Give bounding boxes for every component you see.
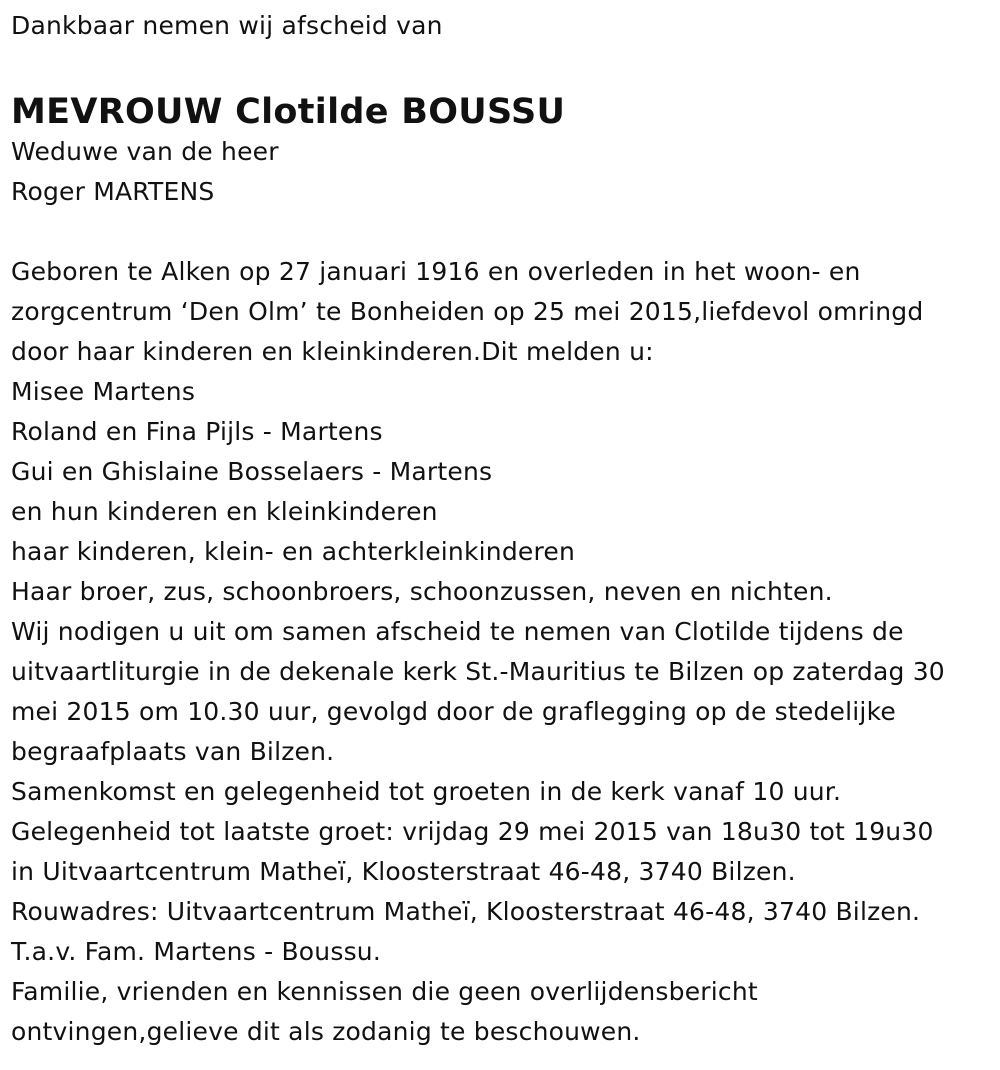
body-line: haar kinderen, klein- en achterkleinkinderen — [11, 537, 576, 566]
deceased-name: MEVROUW Clotilde BOUSSU — [11, 92, 566, 132]
body-line: Geboren te Alken op 27 januari 1916 en overleden in het woon- en — [11, 257, 861, 286]
body-line: in Uitvaartcentrum Matheï, Kloosterstraat 46-48, 3740 Bilzen. — [11, 857, 796, 886]
paragraph-spacer — [11, 212, 1000, 252]
body-line: Haar broer, zus, schoonbroers, schoonzussen, neven en nichten. — [11, 577, 833, 606]
subtitle-block — [11, 132, 1000, 212]
body-line: Misee Martens — [11, 377, 196, 406]
body-line: Roland en Fina Pijls - Martens — [11, 417, 383, 446]
body-line: en hun kinderen en kleinkinderen — [11, 497, 438, 526]
body-line: Wij nodigen u uit om samen afscheid te nemen van Clotilde tijdens de — [11, 617, 904, 646]
subtitle-line: Weduwe van de heer — [11, 137, 279, 166]
body-line: Samenkomst en gelegenheid tot groeten in de kerk vanaf 10 uur. — [11, 777, 842, 806]
body-line: Familie, vrienden en kennissen die geen overlijdensbericht — [11, 977, 758, 1006]
body-line: ontvingen,gelieve dit als zodanig te beschouwen. — [11, 1017, 641, 1046]
body-line: Rouwadres: Uitvaartcentrum Matheï, Kloosterstraat 46-48, 3740 Bilzen. — [11, 897, 921, 926]
body-line: mei 2015 om 10.30 uur, gevolgd door de graflegging op de stedelijke — [11, 697, 896, 726]
body-line: Gui en Ghislaine Bosselaers - Martens — [11, 457, 493, 486]
notice-body — [11, 252, 1000, 1052]
body-line: uitvaartliturgie in de dekenale kerk St.-Mauritius te Bilzen op zaterdag 30 — [11, 657, 945, 686]
intro-text: Dankbaar nemen wij afscheid van — [11, 11, 443, 40]
body-line: begraafplaats van Bilzen. — [11, 737, 335, 766]
body-line: T.a.v. Fam. Martens - Boussu. — [11, 937, 381, 966]
body-line: Gelegenheid tot laatste groet: vrijdag 29 mei 2015 van 18u30 tot 19u30 — [11, 817, 934, 846]
body-line: door haar kinderen en kleinkinderen.Dit melden u: — [11, 337, 654, 366]
subtitle-line: Roger MARTENS — [11, 177, 215, 206]
body-line: zorgcentrum ‘Den Olm’ te Bonheiden op 25 mei 2015,liefdevol omringd — [11, 297, 924, 326]
